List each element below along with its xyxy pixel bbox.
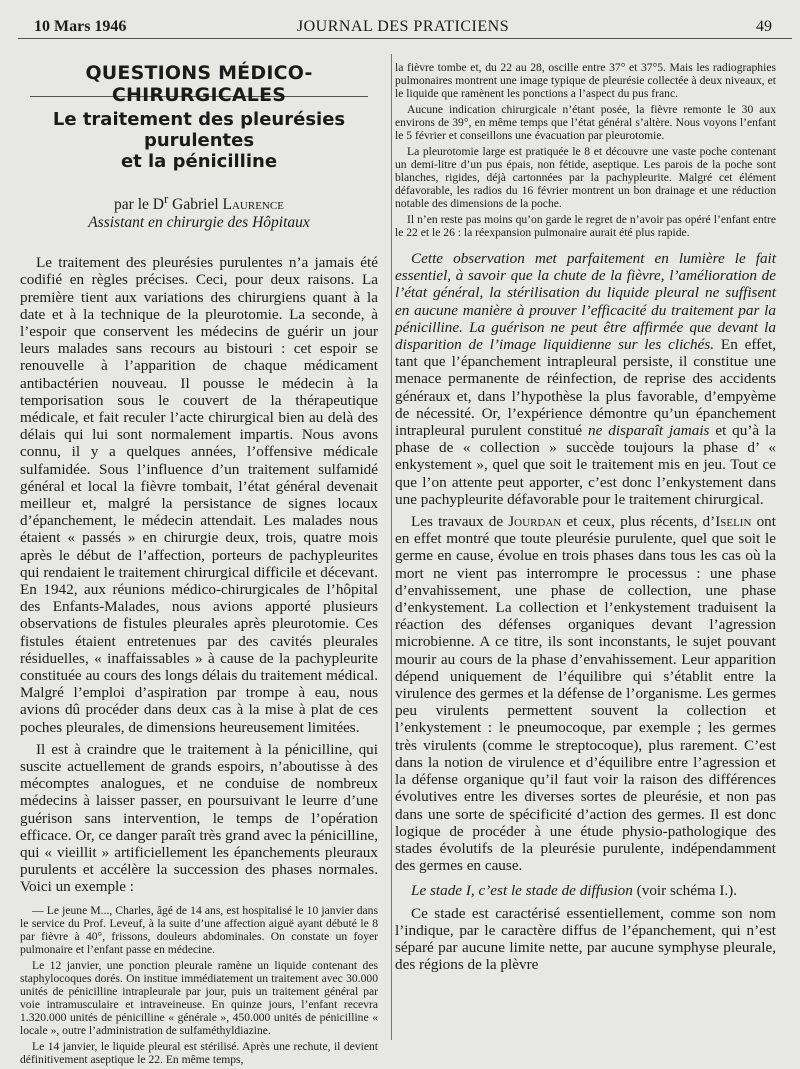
section-title: QUESTIONS MÉDICO-CHIRURGICALES — [85, 62, 313, 106]
case-paragraph: Le 12 janvier, une ponction pleurale ramène un liquide contenant des staphylocoques dorés. On institue immédiatement un traitement avec 30.000 unités de pénicilline intrapleurale par jour, puis un traitement général par voie intramusculaire et intraveineuse. En quinze jours, l’enfant recevra 1.320.000 unités de pénicilline « générale », 450.000 unités de pénicilline « locale », outre l’administration de sulfaméthyldiazine. — [20, 958, 378, 1037]
journal-name: JOURNAL DES PRATICIENS — [296, 18, 510, 35]
cited-author: Iselin — [715, 513, 752, 531]
author-last-name: Laurence — [222, 196, 284, 214]
page-header — [34, 14, 772, 40]
issue-date: 10 Mars 1946 — [34, 18, 127, 35]
schema-reference: (voir schéma I.). — [632, 882, 738, 900]
case-paragraph: la fièvre tombe et, du 22 au 28, oscille entre 37° et 37°5. Mais les radiographies pulmonaires montrent une image typique de pleurésie collectée à deux niveaux, et le liquide que ramènent les ponctions a l’aspect du pus franc. — [395, 61, 776, 100]
stage-heading: Le stade I, c’est le stade de diffusion — [411, 882, 633, 900]
author-affiliation: Assistant en chirurgie des Hôpitaux — [88, 214, 310, 232]
body-paragraph — [395, 513, 776, 874]
left-column — [20, 56, 378, 1069]
case-paragraph: La pleurotomie large est pratiquée le 8 et découvre une vaste poche contenant un demi-litre d’un pus épais, non fétide, aseptique. Les parois de la poche sont blanches, rigides, déjà cartonnées par la pachypleurite. Malgré cet élément défavorable, les radios du 16 février montrent un bon drainage et une réduction notable des dimensions de la poche. — [395, 145, 776, 210]
page-number: 49 — [756, 18, 772, 35]
text-run: Les travaux de — [411, 513, 509, 531]
text-run: En effet, tant que l’épanchement intrapleural persiste, il constitue une menace permanente de réinfection, de reprise des accidents généraux et, dans l’hypothèse la plus favorable, d’empyème de nécessité. Or, l’expérience démontre qu’un épanchement intrapleural purulent constitué — [395, 336, 776, 440]
body-paragraph: Il est à craindre que le traitement à la pénicilline, qui suscite actuellement de grands espoirs, n’aboutisse à des mécomptes analogues, et ne conduise de nombreux médecins à laisser passer, en poursuivant le leurre d’une guérison sans intervention, le temps de l’opération efficace. Or, ce danger paraît très grand avec la pénicilline, qui « vieillit » artificiellement les épanchements pleuraux purulents et accélère la succession des phases normales. Voici un exemple : — [20, 740, 378, 896]
byline — [20, 190, 378, 214]
article-title-line-1: Le traitement des pleurésies purulentes — [52, 109, 346, 151]
body-paragraph: Ce stade est caractérisé essentiellement, comme son nom l’indique, par le caractère diffus de l’épanchement, qui n’est séparé par aucune limite nette, par aucune symphyse pleurale, des régions de la plèvre — [395, 904, 776, 974]
text-run: ont en effet montré que toute pleurésie purulente, quel que soit le germe en cause, évolue en trois phases dans tous les cas où la mort ne vient pas interrompre le processus : une phase d’envahissement, une phase de collection, une phase d’enkystement. La collection et l’enkystement traduisent la réaction des défenses organiques devant l’agression microbienne. A ce titre, ils sont inconstants, le sujet pouvant mourir au cours de la phase d’envahissement. Leur apparition dépend uniquement de l’équilibre qui s’établit entre la virulence des germes et la défense de l’organisme. Les germes peu virulents permettent souvent la collection et l’enkystement : le pneumocoque, par exemple ; les germes très virulents (comme le streptocoque), plus rarement. C’est dans la notion de virulence et d’équilibre entre l’agression et la défense organique qu’il faut voir la raison des différences évolutives entre les diverses sortes de pleurésie, et non pas dans une sorte de spécificité d’action des germes. Il est donc logique de procéder à une étude physio-pathologique des stades évolutifs de la pleurésie purulente, indépendamment des germes en cause. — [395, 513, 776, 875]
body-paragraph: Le traitement des pleurésies purulentes n’a jamais été codifié en règles précises. Ceci, pour deux raisons. La première tient aux variations des chirurgiens quant à la date et à la technique de la pleurotomie. La seconde, à l’espoir que conservent les médecins de guérir un jour leurs malades sans recours au bistouri : cet espoir se renouvelle à l’apparition de chaque médicament antibactérien nouveau. Il pousse le médecin à la temporisation sous le couvert de la thérapeutique médicale, et fait reculer l’acte chirurgical bien au delà des délais qui lui sont normalement impartis. Nous avons connu, il y a quelques années, l’offensive médicale sulfamidée. Sous l’influence d’un traitement sulfamidé général et local la fièvre tombait, l’état général devenait meilleur et, malgré la persistance de signes locaux d’épanchement, le médecin attendait. Les malades nous étaient « passés » en chirurgie deux, trois, quatre mois après le début de l’affection, porteurs de pachypleurites qui rendaient le traitement chirurgical difficile et décevant. En 1942, aux réunions médico-chirurgicales de l’hôpital des Enfants-Malades, nous avions apporté plusieurs observations de fistules pleurales après pleurotomie. Ces fistules étaient entretenues par des cavités pleurales résiduelles, « inaffaissables » à cause de la pachypleurite constituée au cours des longs délais du traitement médical. Malgré l’emploi d’aspiration par trompe à eau, nous avions dû procéder dans deux cas à la mise à plat de ces poches pleurales, de dimensions heureusement limitées. — [20, 254, 378, 736]
case-paragraph: Il n’en reste pas moins qu’on garde le regret de n’avoir pas opéré l’enfant entre le 22 et le 26 : la réexpansion pulmonaire aurait été plus rapide. — [395, 213, 776, 239]
author-first-name: Gabriel — [168, 196, 223, 214]
byline-prefix: par le D — [114, 196, 164, 214]
body-paragraph — [395, 250, 776, 508]
italic-run: ne disparaît jamais — [588, 422, 710, 440]
case-paragraph: Aucune indication chirurgicale n’étant posée, la fièvre remonte le 30 aux environs de 39°, en même temps que l’état général s’altère. Nous voyons l’enfant le 5 février et conseillons une évacuation par pleurotomie. — [395, 103, 776, 142]
article-title — [20, 109, 378, 172]
italic-run: Cette observation met parfaitement en lumière le fait essentiel, à savoir que la chute de la fièvre, l’amélioration de l’état général, la stérilisation du liquide pleural ne suffisent en aucune manière à prouver l’efficacité du traitement par la pénicilline. La guérison ne peut être affirmée que devant la disparition de l’image liquidienne sur les clichés. — [395, 250, 776, 354]
text-run: et ceux, plus récents, d’ — [561, 513, 716, 531]
subheading-paragraph — [395, 882, 776, 899]
text-run: et qu’à la phase de « collection » succède toujours la phase d’ « enkystement », quel que soit le traitement mis en jeu. Tout ce que l’on attente peut apporter, c’est donc l’enkystement dans une pachypleurite défavorable pour le traitement chirurgical. — [395, 422, 776, 508]
case-paragraph: Le 14 janvier, le liquide pleural est stérilisé. Après une rechute, il devient définitivement aseptique le 22. En même temps, — [20, 1039, 378, 1066]
header-rule — [18, 38, 792, 39]
right-column — [395, 61, 776, 978]
article-title-line-2: et la pénicilline — [120, 151, 278, 172]
case-paragraph: — Le jeune M..., Charles, âgé de 14 ans, est hospitalisé le 10 janvier dans le service du Prof. Leveuf, à la suite d’une affection aiguë ayant débuté le 8 par fièvre à 40°, frissons, douleurs abdominales. On constate un foyer pulmonaire et l’enfant passe en médecine. — [20, 903, 378, 956]
byline-sup: r — [163, 191, 169, 206]
cited-author: Jourdan — [508, 513, 562, 531]
column-divider — [391, 54, 392, 1040]
